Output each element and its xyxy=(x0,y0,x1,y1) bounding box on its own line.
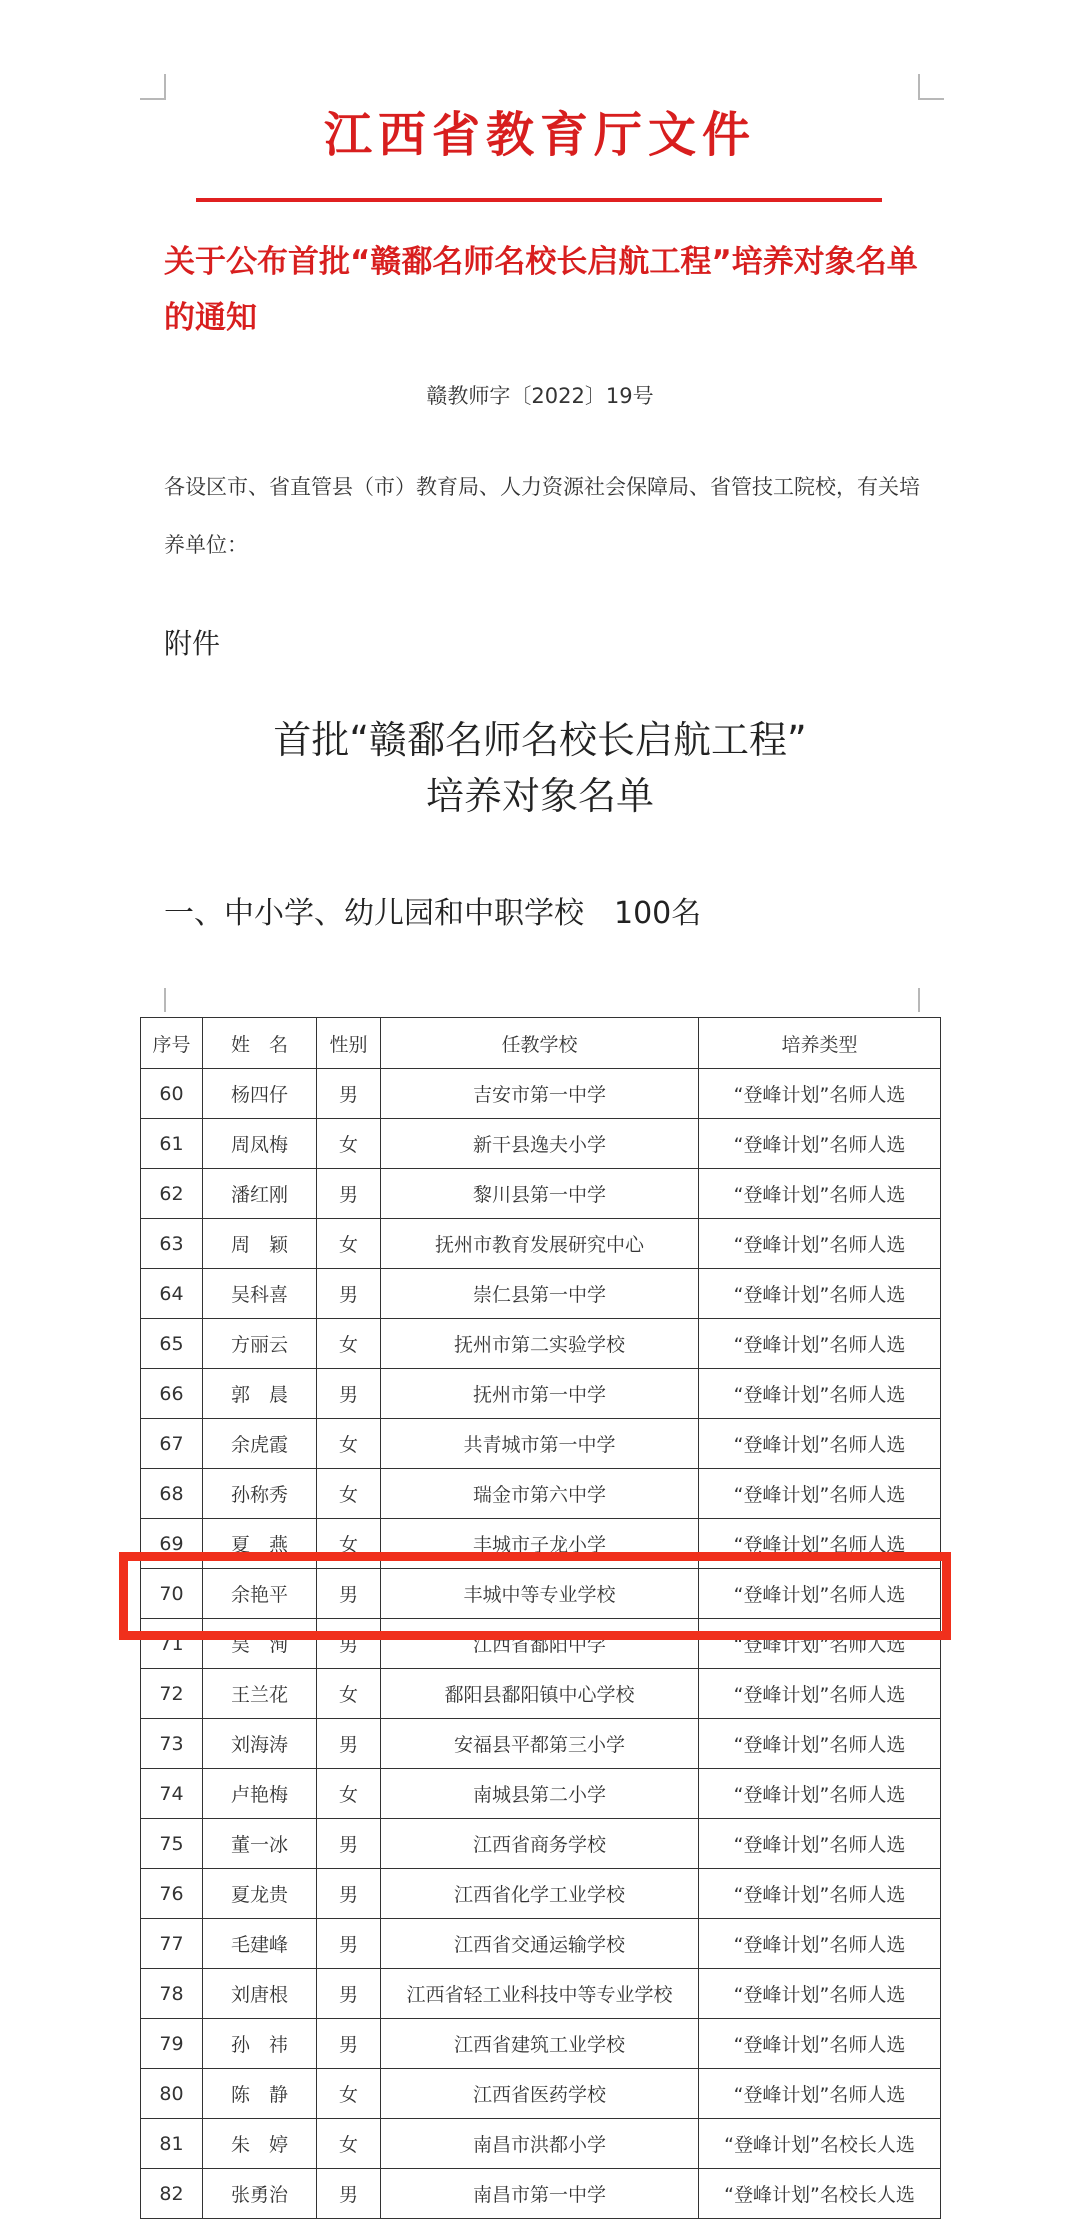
cell-school: 共青城市第一中学 xyxy=(381,1419,699,1469)
table-row xyxy=(141,1669,941,1719)
cell-training-type: “登峰计划”名师人选 xyxy=(699,2019,941,2069)
table-header-row xyxy=(141,1018,941,1069)
cell-index: 78 xyxy=(141,1969,203,2019)
cell-gender: 男 xyxy=(317,2169,381,2219)
cell-training-type: “登峰计划”名师人选 xyxy=(699,1319,941,1369)
cell-index: 76 xyxy=(141,1869,203,1919)
cell-gender: 男 xyxy=(317,1719,381,1769)
cell-school: 吉安市第一中学 xyxy=(381,1069,699,1119)
cell-index: 79 xyxy=(141,2019,203,2069)
cell-name: 刘唐根 xyxy=(203,1969,317,2019)
cell-name: 周 颖 xyxy=(203,1219,317,1269)
cell-name: 余虎霞 xyxy=(203,1419,317,1469)
cell-name: 夏龙贵 xyxy=(203,1869,317,1919)
header-cell-school: 任教学校 xyxy=(381,1018,699,1069)
cell-index: 81 xyxy=(141,2119,203,2169)
cell-school: 江西省商务学校 xyxy=(381,1819,699,1869)
table-row xyxy=(141,1569,941,1619)
attachment-label: 附件 xyxy=(164,627,221,660)
cell-index: 72 xyxy=(141,1669,203,1719)
table-row xyxy=(141,1119,941,1169)
cell-name: 杨四仔 xyxy=(203,1069,317,1119)
cell-school: 崇仁县第一中学 xyxy=(381,1269,699,1319)
cell-gender: 男 xyxy=(317,1869,381,1919)
table-row xyxy=(141,2019,941,2069)
cell-training-type: “登峰计划”名校长人选 xyxy=(699,2119,941,2169)
header-cell-gender: 性别 xyxy=(317,1018,381,1069)
table-row xyxy=(141,1319,941,1369)
table-row xyxy=(141,1269,941,1319)
cell-school: 南昌市洪都小学 xyxy=(381,2119,699,2169)
notice-title: 关于公布首批“赣鄱名师名校长启航工程”培养对象名单的通知 xyxy=(164,244,918,336)
table-row xyxy=(141,1919,941,1969)
section-heading: 一、中小学、幼儿园和中职学校 100名 xyxy=(164,896,702,931)
cell-gender: 女 xyxy=(317,1519,381,1569)
table-row xyxy=(141,2069,941,2119)
cell-name: 吴科喜 xyxy=(203,1269,317,1319)
cell-gender: 男 xyxy=(317,1169,381,1219)
cell-name: 潘红刚 xyxy=(203,1169,317,1219)
cell-index: 74 xyxy=(141,1769,203,1819)
table-row xyxy=(141,1619,941,1669)
cell-index: 66 xyxy=(141,1369,203,1419)
cell-gender: 女 xyxy=(317,1119,381,1169)
cell-name: 王兰花 xyxy=(203,1669,317,1719)
table-row xyxy=(141,2169,941,2219)
cell-school: 抚州市第一中学 xyxy=(381,1369,699,1419)
header-cell-index: 序号 xyxy=(141,1018,203,1069)
cell-name: 余艳平 xyxy=(203,1569,317,1619)
table-row xyxy=(141,1819,941,1869)
table-row xyxy=(141,1519,941,1569)
cell-gender: 男 xyxy=(317,1569,381,1619)
cell-index: 62 xyxy=(141,1169,203,1219)
cell-index: 68 xyxy=(141,1469,203,1519)
cell-school: 南城县第二小学 xyxy=(381,1769,699,1819)
cell-name: 毛建峰 xyxy=(203,1919,317,1969)
cell-training-type: “登峰计划”名师人选 xyxy=(699,1669,941,1719)
cell-index: 82 xyxy=(141,2169,203,2219)
red-separator-line xyxy=(196,198,882,202)
table-corner-mark-right xyxy=(918,988,944,1012)
cell-school: 安福县平都第三小学 xyxy=(381,1719,699,1769)
table-row xyxy=(141,1869,941,1919)
cell-training-type: “登峰计划”名师人选 xyxy=(699,1069,941,1119)
table-corner-mark-left xyxy=(140,988,166,1012)
cell-gender: 女 xyxy=(317,1669,381,1719)
table-row xyxy=(141,1169,941,1219)
cell-gender: 男 xyxy=(317,1269,381,1319)
cell-training-type: “登峰计划”名师人选 xyxy=(699,1819,941,1869)
cell-school: 江西省化学工业学校 xyxy=(381,1869,699,1919)
cell-gender: 女 xyxy=(317,2069,381,2119)
table-row xyxy=(141,1419,941,1469)
cell-training-type: “登峰计划”名师人选 xyxy=(699,1269,941,1319)
cell-gender: 男 xyxy=(317,2019,381,2069)
cell-gender: 女 xyxy=(317,1769,381,1819)
table-body xyxy=(141,1069,941,2219)
cell-training-type: “登峰计划”名师人选 xyxy=(699,1919,941,1969)
list-title-line-2: 培养对象名单 xyxy=(425,774,654,818)
cell-index: 60 xyxy=(141,1069,203,1119)
cell-training-type: “登峰计划”名师人选 xyxy=(699,1769,941,1819)
cell-training-type: “登峰计划”名师人选 xyxy=(699,1119,941,1169)
cell-training-type: “登峰计划”名师人选 xyxy=(699,1519,941,1569)
cell-gender: 男 xyxy=(317,1919,381,1969)
cell-index: 75 xyxy=(141,1819,203,1869)
cell-gender: 女 xyxy=(317,1419,381,1469)
cell-school: 丰城中等专业学校 xyxy=(381,1569,699,1619)
cell-name: 孙称秀 xyxy=(203,1469,317,1519)
cell-training-type: “登峰计划”名师人选 xyxy=(699,1619,941,1669)
cell-school: 南昌市第一中学 xyxy=(381,2169,699,2219)
cell-school: 丰城市子龙小学 xyxy=(381,1519,699,1569)
document-header-title: 江西省教育厅文件 xyxy=(323,107,756,163)
table-row xyxy=(141,1069,941,1119)
cell-school: 江西省轻工业科技中等专业学校 xyxy=(381,1969,699,2019)
cell-name: 郭 晨 xyxy=(203,1369,317,1419)
cell-name: 董一冰 xyxy=(203,1819,317,1869)
cell-gender: 男 xyxy=(317,1069,381,1119)
cell-gender: 男 xyxy=(317,1369,381,1419)
cell-gender: 男 xyxy=(317,1819,381,1869)
cell-training-type: “登峰计划”名师人选 xyxy=(699,1469,941,1519)
table-row xyxy=(141,2119,941,2169)
cell-gender: 男 xyxy=(317,1969,381,2019)
cell-index: 64 xyxy=(141,1269,203,1319)
header-cell-name: 姓 名 xyxy=(203,1018,317,1069)
table-row xyxy=(141,1719,941,1769)
table-row xyxy=(141,1469,941,1519)
list-title-line-1: 首批“赣鄱名师名校长启航工程” xyxy=(273,718,807,762)
cell-index: 77 xyxy=(141,1919,203,1969)
cell-training-type: “登峰计划”名师人选 xyxy=(699,1369,941,1419)
cell-school: 瑞金市第六中学 xyxy=(381,1469,699,1519)
cell-training-type: “登峰计划”名师人选 xyxy=(699,1569,941,1619)
cell-school: 江西省交通运输学校 xyxy=(381,1919,699,1969)
cell-gender: 男 xyxy=(317,1619,381,1669)
cell-training-type: “登峰计划”名师人选 xyxy=(699,1969,941,2019)
cell-training-type: “登峰计划”名师人选 xyxy=(699,1719,941,1769)
cell-gender: 女 xyxy=(317,1319,381,1369)
roster-table xyxy=(140,1017,941,2219)
table-row xyxy=(141,1219,941,1269)
cell-school: 江西省鄱阳中学 xyxy=(381,1619,699,1669)
cell-name: 卢艳梅 xyxy=(203,1769,317,1819)
cell-index: 71 xyxy=(141,1619,203,1669)
cell-name: 刘海涛 xyxy=(203,1719,317,1769)
cell-gender: 女 xyxy=(317,1469,381,1519)
cell-school: 鄱阳县鄱阳镇中心学校 xyxy=(381,1669,699,1719)
cell-name: 张勇治 xyxy=(203,2169,317,2219)
cell-school: 抚州市第二实验学校 xyxy=(381,1319,699,1369)
cell-name: 朱 婷 xyxy=(203,2119,317,2169)
cell-training-type: “登峰计划”名师人选 xyxy=(699,2069,941,2119)
cell-name: 陈 静 xyxy=(203,2069,317,2119)
document-number: 赣教师字〔2022〕19号 xyxy=(426,384,654,408)
cell-school: 新干县逸夫小学 xyxy=(381,1119,699,1169)
roster-table-container xyxy=(140,1017,940,2219)
cell-gender: 女 xyxy=(317,1219,381,1269)
cell-training-type: “登峰计划”名师人选 xyxy=(699,1869,941,1919)
table-row xyxy=(141,1969,941,2019)
cell-gender: 女 xyxy=(317,2119,381,2169)
table-row xyxy=(141,1769,941,1819)
table-row xyxy=(141,1369,941,1419)
cell-training-type: “登峰计划”名师人选 xyxy=(699,1169,941,1219)
cell-school: 黎川县第一中学 xyxy=(381,1169,699,1219)
cell-training-type: “登峰计划”名师人选 xyxy=(699,1419,941,1469)
cell-name: 吴 洵 xyxy=(203,1619,317,1669)
cell-index: 65 xyxy=(141,1319,203,1369)
addressee-text: 各设区市、省直管县（市）教育局、人力资源社会保障局、省管技工院校，有关培养单位： xyxy=(164,475,920,557)
cell-name: 孙 祎 xyxy=(203,2019,317,2069)
cell-index: 70 xyxy=(141,1569,203,1619)
list-title xyxy=(0,712,1080,824)
header-cell-training-type: 培养类型 xyxy=(699,1018,941,1069)
cell-school: 江西省医药学校 xyxy=(381,2069,699,2119)
cell-index: 67 xyxy=(141,1419,203,1469)
cell-index: 80 xyxy=(141,2069,203,2119)
cell-name: 周凤梅 xyxy=(203,1119,317,1169)
cell-name: 方丽云 xyxy=(203,1319,317,1369)
cell-name: 夏 燕 xyxy=(203,1519,317,1569)
cell-index: 61 xyxy=(141,1119,203,1169)
cell-index: 73 xyxy=(141,1719,203,1769)
cell-school: 江西省建筑工业学校 xyxy=(381,2019,699,2069)
cell-index: 69 xyxy=(141,1519,203,1569)
cell-training-type: “登峰计划”名校长人选 xyxy=(699,2169,941,2219)
cell-school: 抚州市教育发展研究中心 xyxy=(381,1219,699,1269)
cell-training-type: “登峰计划”名师人选 xyxy=(699,1219,941,1269)
cell-index: 63 xyxy=(141,1219,203,1269)
